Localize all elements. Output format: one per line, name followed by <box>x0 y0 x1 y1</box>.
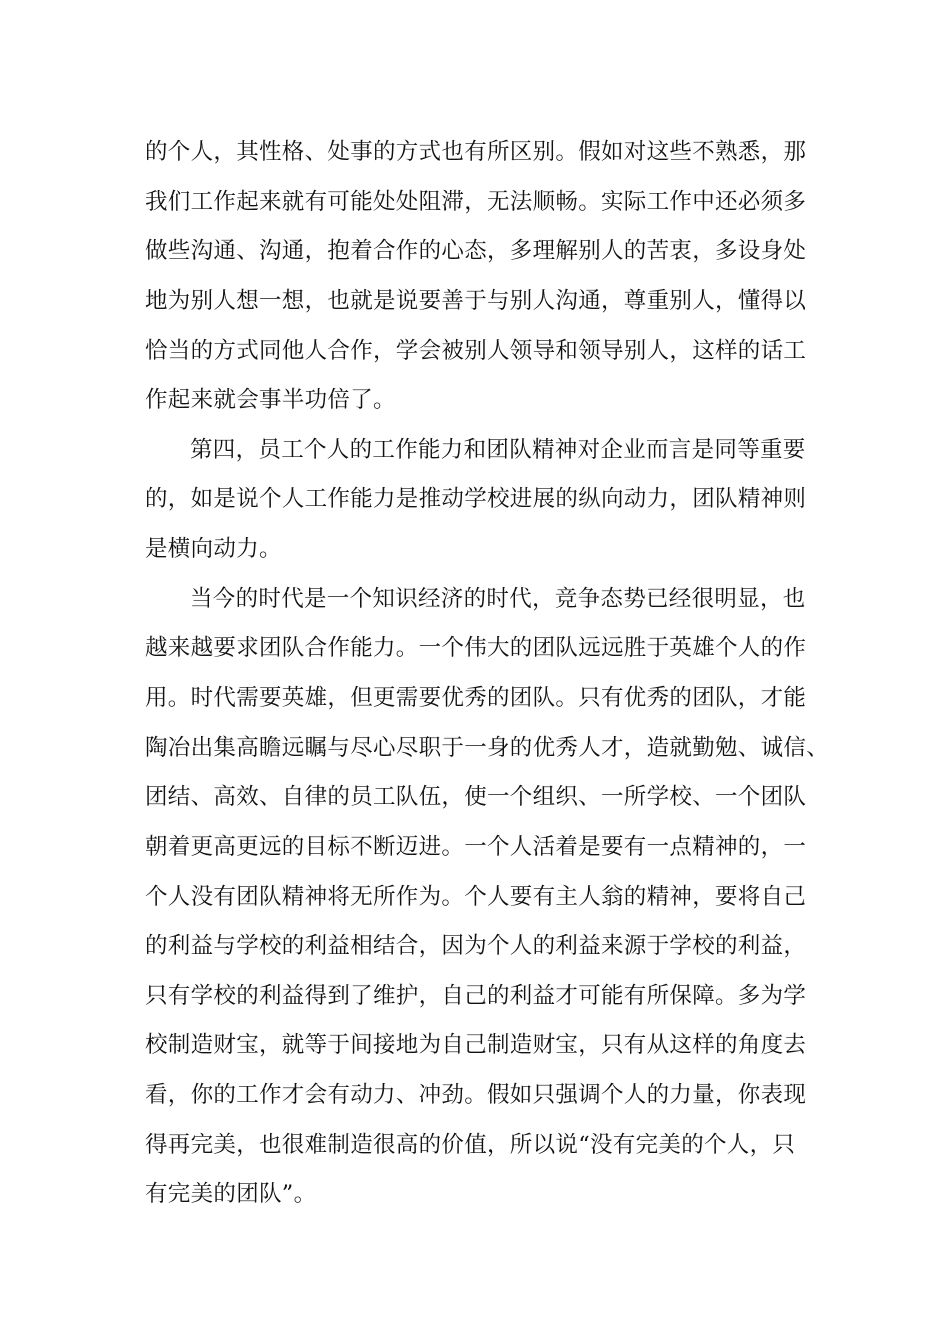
text-line: 地为别人想一想，也就是说要善于与别人沟通，尊重别人，懂得以 <box>145 288 807 314</box>
text-line: 做些沟通、沟通，抱着合作的心态，多理解别人的苦衷，多设身处 <box>145 238 807 264</box>
text-line: 的个人，其性格、处事的方式也有所区别。假如对这些不熟悉，那 <box>145 139 807 165</box>
text-line: 看，你的工作才会有动力、冲劲。假如只强调个人的力量，你表现 <box>145 1082 807 1108</box>
text-line: 的利益与学校的利益相结合，因为个人的利益来源于学校的利益， <box>145 933 807 959</box>
text-line: 有完美的团队”。 <box>145 1181 317 1207</box>
text-line: 是横向动力。 <box>145 536 282 562</box>
text-line: 朝着更高更远的目标不断迈进。一个人活着是要有一点精神的，一 <box>145 834 807 860</box>
text-line: 用。时代需要英雄，但更需要优秀的团队。只有优秀的团队，才能 <box>145 685 807 711</box>
text-line: 个人没有团队精神将无所作为。个人要有主人翁的精神，要将自己 <box>145 884 807 910</box>
text-line: 校制造财宝，就等于间接地为自己制造财宝，只有从这样的角度去 <box>145 1032 807 1058</box>
paragraph-first-line: 第四，员工个人的工作能力和团队精神对企业而言是同等重要 <box>190 437 806 463</box>
text-line: 陶冶出集高瞻远瞩与尽心尽职于一身的优秀人才，造就勤勉、诚信、 <box>145 735 830 761</box>
text-line: 我们工作起来就有可能处处阻滞，无法顺畅。实际工作中还必须多 <box>145 189 807 215</box>
paragraph-first-line: 当今的时代是一个知识经济的时代，竞争态势已经很明显，也 <box>190 586 806 612</box>
text-line: 恰当的方式同他人合作，学会被别人领导和领导别人，这样的话工 <box>145 338 807 364</box>
text-line: 的，如是说个人工作能力是推动学校进展的纵向动力，团队精神则 <box>145 486 807 512</box>
text-line: 只有学校的利益得到了维护，自己的利益才可能有所保障。多为学 <box>145 983 807 1009</box>
text-line: 团结、高效、自律的员工队伍，使一个组织、一所学校、一个团队 <box>145 784 807 810</box>
text-line: 作起来就会事半功倍了。 <box>145 387 396 413</box>
text-line: 得再完美，也很难制造很高的价值，所以说“没有完美的个人，只 <box>145 1132 796 1158</box>
text-line: 越来越要求团队合作能力。一个伟大的团队远远胜于英雄个人的作 <box>145 635 807 661</box>
